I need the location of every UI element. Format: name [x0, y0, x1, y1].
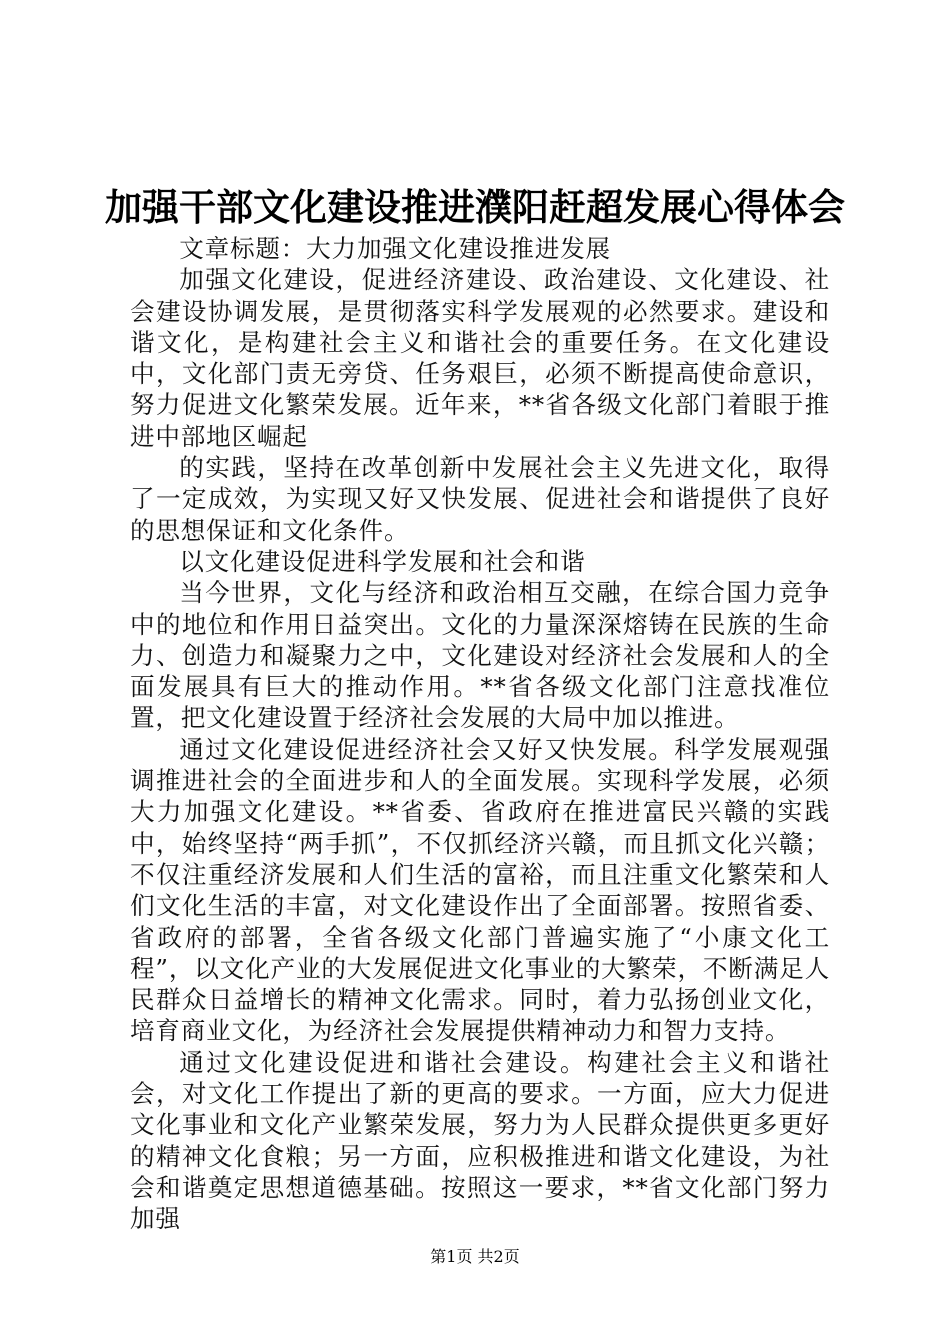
paragraph-economy: 通过文化建设促进经济社会又好又快发展。科学发展观强调推进社会的全面进步和人的全面发展。实现科学发展，必须大力加强文化建设。**省委、省政府在推进富民兴赣的实践中，始终坚持“两手抓”，不仅抓经济兴赣，而且抓文化兴赣；不仅注重经济发展和人们生活的富裕，而且注重文化繁荣和人们文化生活的丰富，对文化建设作出了全面部署。按照省委、省政府的部署，全省各级文化部门普遍实施了“小康文化工程”，以文化产业的大发展促进文化事业的大繁荣，不断满足人民群众日益增长的精神文化需求。同时，着力弘扬创业文化，培育商业文化，为经济社会发展提供精神动力和智力支持。 — [130, 734, 830, 1046]
document-title: 加强干部文化建设推进濮阳赶超发展心得体会 — [105, 186, 845, 229]
paragraph-world: 当今世界，文化与经济和政治相互交融，在综合国力竞争中的地位和作用日益突出。文化的力量深深熔铸在民族的生命力、创造力和凝聚力之中，文化建设对经济社会发展和人的全面发展具有巨大的推动作用。**省各级文化部门注意找准位置，把文化建设置于经济社会发展的大局中加以推进。 — [130, 578, 830, 733]
document-body — [130, 233, 830, 1235]
paragraph-practice: 的实践，坚持在改革创新中发展社会主义先进文化，取得了一定成效，为实现又好又快发展、促进社会和谐提供了良好的思想保证和文化条件。 — [130, 453, 830, 545]
page-number-footer: 第1页 共2页 — [430, 1247, 520, 1266]
section-heading: 以文化建设促进科学发展和社会和谐 — [179, 546, 586, 576]
paragraph-intro: 加强文化建设，促进经济建设、政治建设、文化建设、社会建设协调发展，是贯彻落实科学发展观的必然要求。建设和谐文化，是构建社会主义和谐社会的重要任务。在文化建设中，文化部门责无旁贷、任务艰巨，必须不断提高使命意识，努力促进文化繁荣发展。近年来，**省各级文化部门着眼于推进中部地区崛起 — [130, 265, 830, 451]
paragraph-harmony: 通过文化建设促进和谐社会建设。构建社会主义和谐社会，对文化工作提出了新的更高的要求。一方面，应大力促进文化事业和文化产业繁荣发展，努力为人民群众提供更多更好的精神文化食粮；另一方面，应积极推进和谐文化建设，为社会和谐奠定思想道德基础。按照这一要求，**省文化部门努力加强 — [130, 1047, 830, 1234]
paragraph-article-heading: 文章标题：大力加强文化建设推进发展 — [179, 234, 611, 263]
